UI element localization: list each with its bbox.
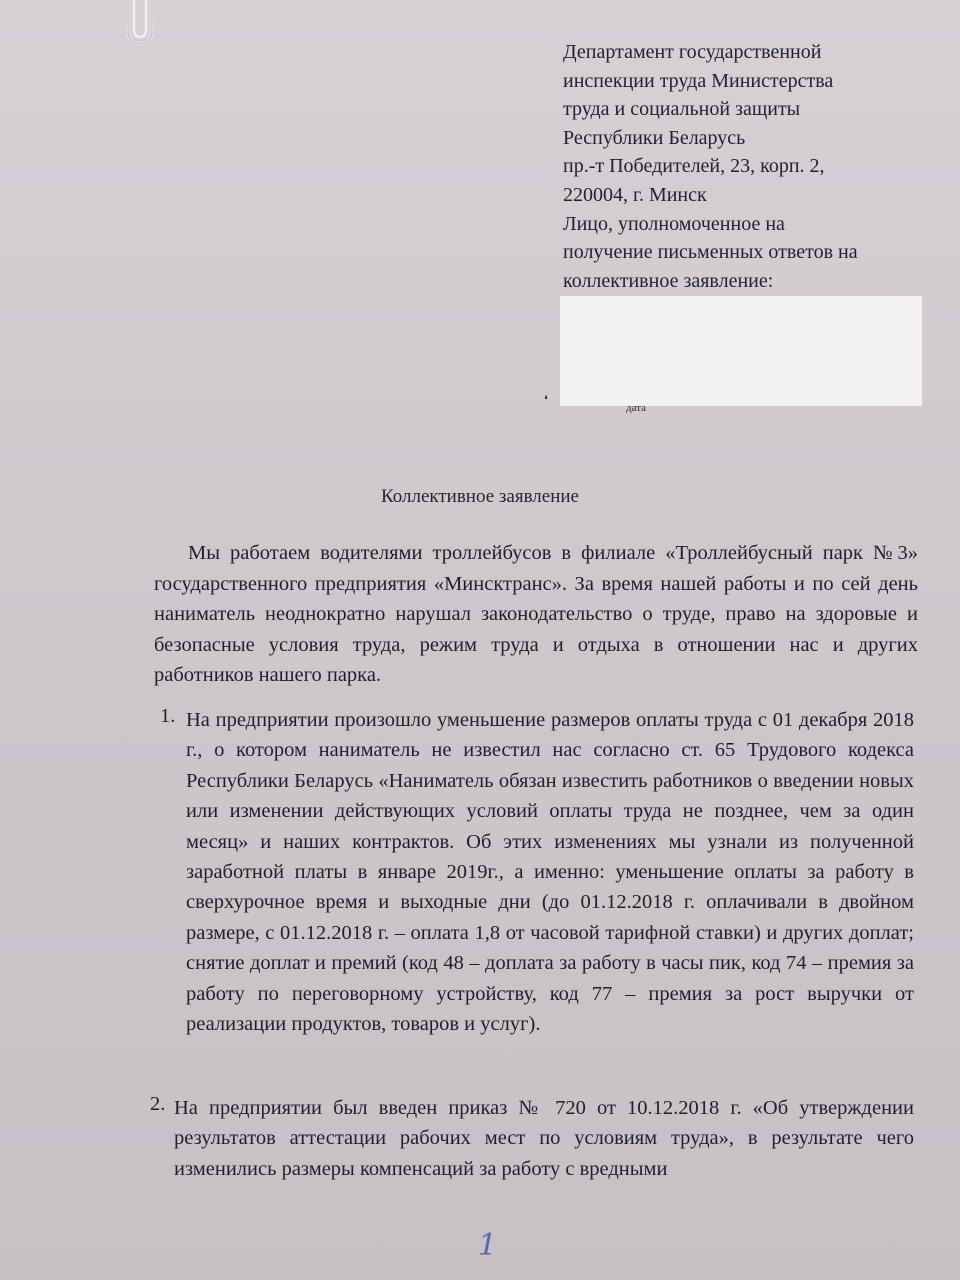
redacted-area: [560, 296, 922, 406]
page-number: 1: [478, 1228, 498, 1263]
recipient-line: инспекции труда Министерства: [563, 69, 834, 92]
intro-paragraph: Мы работаем водителями троллейбусов в филиале «Троллейбусный парк №3» государственного предприятия «Минсктранс». За время нашей работы и по сей день наниматель неоднократно нарушал законодательство о труде, право на здоровые и безопасные условия труда, режим труда и отдыха в отношении нас и других работников нашего парка.: [154, 542, 918, 686]
recipient-block: [563, 38, 943, 295]
paperclip-icon: [118, 0, 160, 48]
recipient-line: труда и социальной защиты: [563, 98, 801, 121]
recipient-line: 220004, г. Минск: [563, 183, 707, 206]
recipient-line: Лицо, уполномоченное на: [563, 212, 785, 235]
signature-mark: ❛: [544, 393, 548, 407]
list-item-number: 2.: [150, 1093, 166, 1115]
recipient-line: пр.-т Победителей, 23, корп. 2,: [563, 155, 825, 178]
list-item-text: На предприятии был введен приказ № 720 от 10.12.2018 г. «Об утверждении результатов аттестации рабочих мест по условиям труда», в результате чего изменились размеры компенсаций за работу с вредными: [174, 1097, 914, 1180]
document-title: Коллективное заявление: [381, 486, 579, 507]
date-caption: дата: [626, 402, 647, 414]
recipient-line: Республики Беларусь: [563, 126, 746, 149]
recipient-line: коллективное заявление:: [563, 269, 774, 292]
list-item-number: 1.: [160, 705, 176, 727]
recipient-line: получение письменных ответов на: [563, 241, 858, 264]
recipient-line: Департамент государственной: [563, 41, 822, 63]
list-item-text: На предприятии произошло уменьшение размеров оплаты труда с 01 декабря 2018 г., о котором наниматель не известил нас согласно ст. 65 Трудового кодекса Республики Беларусь «Наниматель обязан известить работников о введении новых или изменении действующих условий оплаты труда не позднее, чем за один месяц» и наших контрактов. Об этих изменениях мы узнали из полученной заработной платы в январе 2019г., а именно: уменьшение оплаты за работу в сверхурочное время и выходные дни (до 01.12.2018 г. оплачивали в двойном размере, с 01.12.2018 г. – оплата 1,8 от часовой тарифной ставки) и других доплат; снятие доплат и премий (код 48 – доплата за работу в часы пик, код 74 – премия за работу по переговорному устройству, код 77 – премия за рост выручки от реализации продуктов, товаров и услуг).: [186, 709, 914, 1036]
